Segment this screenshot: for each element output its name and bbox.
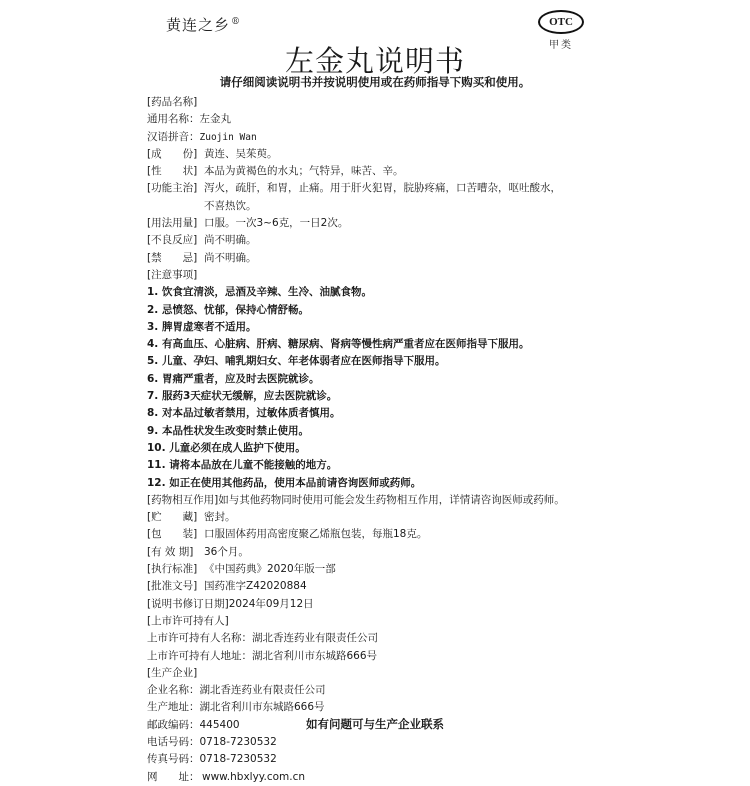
holder-address-value: 湖北省利川市东城路666号 xyxy=(252,649,378,662)
phone-row xyxy=(147,734,617,751)
contraindication-label: [禁 忌] xyxy=(147,251,198,264)
approval-value: 国药准字Z42020884 xyxy=(204,580,307,593)
properties-label: [性 状] xyxy=(147,165,198,178)
brand-logo xyxy=(166,14,241,35)
precaution-item: 6. 胃痛严重者，应及时去医院就诊。 xyxy=(147,372,320,385)
fax-row xyxy=(147,751,617,768)
pinyin-value: Zuojin Wan xyxy=(199,131,257,143)
adverse-value: 尚不明确。 xyxy=(204,234,257,247)
common-name-value: 左金丸 xyxy=(199,113,231,126)
instructions-body xyxy=(147,94,617,786)
manufacturer-name-row xyxy=(147,682,617,699)
adverse-label: [不良反应] xyxy=(147,234,198,247)
adverse-row xyxy=(147,232,617,249)
contraindication-row xyxy=(147,250,617,267)
fax-value: 0718-7230532 xyxy=(199,753,277,766)
precaution-item: 11. 请将本品放在儿童不能接触的地方。 xyxy=(147,459,338,472)
revision-label: [说明书修订日期] xyxy=(147,597,229,610)
properties-row xyxy=(147,163,617,180)
holder-address-label: 上市许可持有人地址： xyxy=(147,649,252,662)
fax-label: 传真号码： xyxy=(147,753,200,766)
website-value: www.hbxlyy.com.cn xyxy=(202,770,306,783)
function-value-line1: 泻火，疏肝，和胃，止痛。用于肝火犯胃，脘胁疼痛，口苦嘈杂，呕吐酸水， xyxy=(204,182,561,195)
approval-row xyxy=(147,578,617,595)
function-value-line2: 不喜热饮。 xyxy=(204,199,257,212)
storage-label: [贮 藏] xyxy=(147,511,198,524)
postal-label: 邮政编码： xyxy=(147,718,200,731)
properties-value: 本品为黄褐色的水丸；气特异，味苦、辛。 xyxy=(204,165,404,178)
phone-label: 电话号码： xyxy=(147,735,200,748)
precaution-item: 12. 如正在使用其他药品，使用本品前请咨询医师或药师。 xyxy=(147,476,422,489)
registered-mark: ® xyxy=(231,17,242,27)
package-row xyxy=(147,526,617,543)
interaction-row xyxy=(147,492,617,509)
precaution-item: 8. 对本品过敏者禁用，过敏体质者慎用。 xyxy=(147,407,341,420)
document-subtitle: 请仔细阅读说明书并按说明使用或在药师指导下购买和使用。 xyxy=(219,75,531,89)
postal-value: 445400 xyxy=(199,718,240,731)
package-value: 口服固体药用高密度聚乙烯瓶包装，每瓶18克。 xyxy=(204,528,428,541)
validity-label: [有 效 期] xyxy=(147,545,194,558)
interaction-value: 如与其他药物同时使用可能会发生药物相互作用，详情请咨询医师或药师。 xyxy=(218,493,565,506)
manufacturer-address-row xyxy=(147,699,617,716)
precaution-item: 1. 饮食宜清淡，忌酒及辛辣、生冷、油腻食物。 xyxy=(147,286,372,299)
manufacturer-address-value: 湖北省利川市东城路666号 xyxy=(199,701,325,714)
pinyin-label: 汉语拼音： xyxy=(147,130,200,143)
section-precautions: [注意事项] xyxy=(147,268,198,281)
revision-row xyxy=(147,596,617,613)
precaution-item: 5. 儿童、孕妇、哺乳期妇女、年老体弱者应在医师指导下服用。 xyxy=(147,355,446,368)
otc-class: 甲类 xyxy=(549,40,573,51)
phone-value: 0718-7230532 xyxy=(199,735,277,748)
function-label: [功能主治] xyxy=(147,182,198,195)
website-row xyxy=(147,769,617,786)
approval-label: [批准文号] xyxy=(147,580,198,593)
otc-badge: OTC xyxy=(538,10,584,34)
package-label: [包 装] xyxy=(147,528,198,541)
function-row-continued xyxy=(147,198,617,215)
section-manufacturer: [生产企业] xyxy=(147,666,198,679)
common-name-label: 通用名称： xyxy=(147,113,200,126)
holder-address-row xyxy=(147,648,617,665)
function-row xyxy=(147,180,617,197)
standard-row xyxy=(147,561,617,578)
dosage-row xyxy=(147,215,617,232)
precaution-item: 4. 有高血压、心脏病、肝病、糖尿病、肾病等慢性病严重者应在医师指导下服用。 xyxy=(147,338,530,351)
holder-name-label: 上市许可持有人名称： xyxy=(147,632,252,645)
validity-value: 36个月。 xyxy=(204,545,249,558)
contraindication-value: 尚不明确。 xyxy=(204,251,257,264)
validity-row xyxy=(147,544,617,561)
precaution-item: 2. 忌愤怒、忧郁，保持心情舒畅。 xyxy=(147,303,309,316)
holder-name-value: 湖北香连药业有限责任公司 xyxy=(252,632,378,645)
ingredients-row xyxy=(147,146,617,163)
dosage-value: 口服。一次3~6克，一日2次。 xyxy=(204,217,349,230)
common-name-row xyxy=(147,111,617,128)
ingredients-value: 黄连、吴茱萸。 xyxy=(204,147,278,160)
standard-value: 《中国药典》2020年版一部 xyxy=(204,563,336,576)
brand-name: 黄连之乡 xyxy=(166,16,231,34)
manufacturer-name-label: 企业名称： xyxy=(147,684,200,697)
manufacturer-name-value: 湖北香连药业有限责任公司 xyxy=(199,684,326,697)
dosage-label: [用法用量] xyxy=(147,217,198,230)
section-holder: [上市许可持有人] xyxy=(147,614,229,627)
ingredients-label: [成 份] xyxy=(147,147,198,160)
manufacturer-address-label: 生产地址： xyxy=(147,701,200,714)
interaction-label: [药物相互作用] xyxy=(147,493,219,506)
holder-name-row xyxy=(147,630,617,647)
section-drug-name: [药品名称] xyxy=(147,96,198,108)
precaution-item: 3. 脾胃虚寒者不适用。 xyxy=(147,320,257,333)
precaution-item: 7. 服药3天症状无缓解，应去医院就诊。 xyxy=(147,390,338,403)
revision-value: 2024年09月12日 xyxy=(228,597,314,610)
website-label: 网 址： xyxy=(147,770,200,783)
storage-row xyxy=(147,509,617,526)
pinyin-row xyxy=(147,129,617,146)
precaution-item: 10. 儿童必须在成人监护下使用。 xyxy=(147,441,306,454)
standard-label: [执行标准] xyxy=(147,563,198,576)
storage-value: 密封。 xyxy=(204,511,236,524)
footer-note: 如有问题可与生产企业联系 xyxy=(306,717,444,731)
precaution-item: 9. 本品性状发生改变时禁止使用。 xyxy=(147,424,309,437)
document-title: 左金丸说明书 xyxy=(284,44,465,78)
